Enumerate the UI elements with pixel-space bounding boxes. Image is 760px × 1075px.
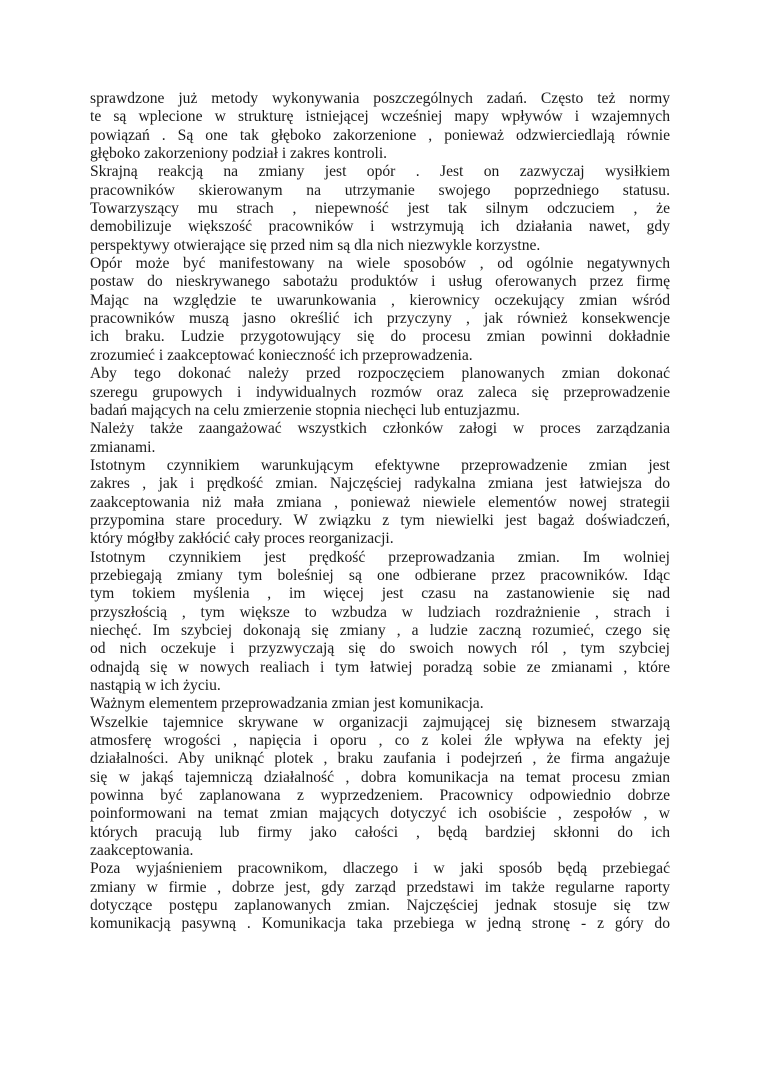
text-line: demobilizuje większość pracowników i wstrzymują ich działania nawet, gdy <box>90 218 670 236</box>
text-line: Towarzyszący mu strach , niepewność jest tak silnym odczuciem , że <box>90 200 670 218</box>
text-line: zaakceptowania. <box>90 842 194 860</box>
text-line: od nich oczekuje i przyzwyczają się do swoich nowych ról , tym szybciej <box>90 640 670 658</box>
text-line: sprawdzone już metody wykonywania poszczególnych zadań. Często też normy <box>90 90 670 107</box>
text-line: działalności. Aby uniknąć plotek , braku zaufania i podejrzeń , że firma angażuje <box>90 750 670 768</box>
text-line: pracowników skierowanym na utrzymanie swojego poprzedniego statusu. <box>90 181 670 199</box>
text-line: te są wplecione w strukturę istniejącej wcześniej mapy wpływów i wzajemnych <box>90 108 670 126</box>
text-line: Skrajną reakcją na zmiany jest opór . Jest on zazwyczaj wysiłkiem <box>90 163 670 181</box>
text-line: postaw do nieskrywanego sabotażu produktów i usług oferowanych przez firmę <box>90 273 670 291</box>
text-line: zaakceptowania niż mała zmiana , ponieważ niewiele elementów nowej strategii <box>90 493 670 511</box>
text-line: powiązań . Są one tak głęboko zakorzenione , ponieważ odzwierciedlają równie <box>90 126 670 144</box>
text-line: który mógłby zakłócić cały proces reorganizacji. <box>90 530 394 548</box>
text-line: ich braku. Ludzie przygotowujący się do procesu zmian powinni dokładnie <box>90 328 670 346</box>
text-line: niechęć. Im szybciej dokonają się zmiany , a ludzie zaczną rozumieć, czego się <box>90 621 670 639</box>
text-line: nastąpią w ich życiu. <box>90 677 221 694</box>
text-line: powinna być zaplanowana z wyprzedzeniem. Pracownicy odpowiednio dobrze <box>90 787 670 805</box>
text-line: zrozumieć i zaakceptować konieczność ich przeprowadzenia. <box>90 346 473 364</box>
text-line: Poza wyjaśnieniem pracownikom, dlaczego i w jaki sposób będą przebiegać <box>90 860 670 878</box>
text-line: Opór może być manifestowany na wiele sposobów , od ogólnie negatywnych <box>90 255 670 273</box>
text-line: Istotnym czynnikiem warunkującym efektywne przeprowadzenie zmian jest <box>90 456 670 474</box>
text-line: przypomina stare procedury. W związku z tym niewielki jest bagaż doświadczeń, <box>90 511 670 529</box>
text-line: Mając na względzie te uwarunkowania , kierownicy oczekujący zmian wśród <box>90 291 670 309</box>
text-line: dotyczące postępu zaplanowanych zmian. Najczęściej jednak stosuje się tzw <box>90 897 670 915</box>
text-line: przyszłością , tym większe to wzbudza w ludziach rozdrażnienie , strach i <box>90 603 670 621</box>
text-line: pracowników muszą jasno określić ich przyczyny , jak również konsekwencje <box>90 310 670 328</box>
text-line: zakres , jak i prędkość zmian. Najczęściej radykalna zmiana jest łatwiejsza do <box>90 475 670 493</box>
text-line: Aby tego dokonać należy przed rozpoczęciem planowanych zmian dokonać <box>90 365 670 383</box>
text-line: Istotnym czynnikiem jest prędkość przeprowadzania zmian. Im wolniej <box>90 548 670 566</box>
text-line: Wszelkie tajemnice skrywane w organizacji zajmującej się biznesem stwarzają <box>90 713 670 731</box>
text-line: tym tokiem myślenia , im więcej jest czasu na zastanowienie się nad <box>90 585 670 603</box>
text-line: zmiany w firmie , dobrze jest, gdy zarząd przedstawi im także regularne raporty <box>90 878 670 896</box>
text-line: badań mających na celu zmierzenie stopnia niechęci lub entuzjazmu. <box>90 401 520 419</box>
document-body-text <box>90 90 670 934</box>
text-line: głęboko zakorzeniony podział i zakres kontroli. <box>90 145 388 163</box>
text-line: komunikacją pasywną . Komunikacja taka przebiega w jedną stronę - z góry do <box>90 915 670 933</box>
text-line: przebiegają zmiany tym boleśniej są one odbierane przez pracowników. Idąc <box>90 566 670 584</box>
text-line: Należy także zaangażować wszystkich członków załogi w proces zarządzania <box>90 420 670 438</box>
text-line: odnajdą się w nowych realiach i tym łatwiej poradzą sobie ze zmianami , które <box>90 658 670 676</box>
text-line: poinformowani na temat zmian mających dotyczyć ich osobiście , zespołów , w <box>90 805 670 823</box>
text-line: Ważnym elementem przeprowadzania zmian jest komunikacja. <box>90 695 484 713</box>
text-line: się w jakąś tajemniczą działalność , dobra komunikacja na temat procesu zmian <box>90 768 670 786</box>
text-line: których pracują lub firmy jako całości , będą bardziej skłonni do ich <box>90 823 670 841</box>
text-line: atmosferę wrogości , napięcia i oporu , co z kolei źle wpływa na efekty jej <box>90 732 670 750</box>
text-line: szeregu grupowych i indywidualnych rozmów oraz zaleca się przeprowadzenie <box>90 383 670 401</box>
text-line: perspektywy otwierające się przed nim są dla nich niezwykle korzystne. <box>90 236 541 254</box>
text-line: zmianami. <box>90 438 156 456</box>
